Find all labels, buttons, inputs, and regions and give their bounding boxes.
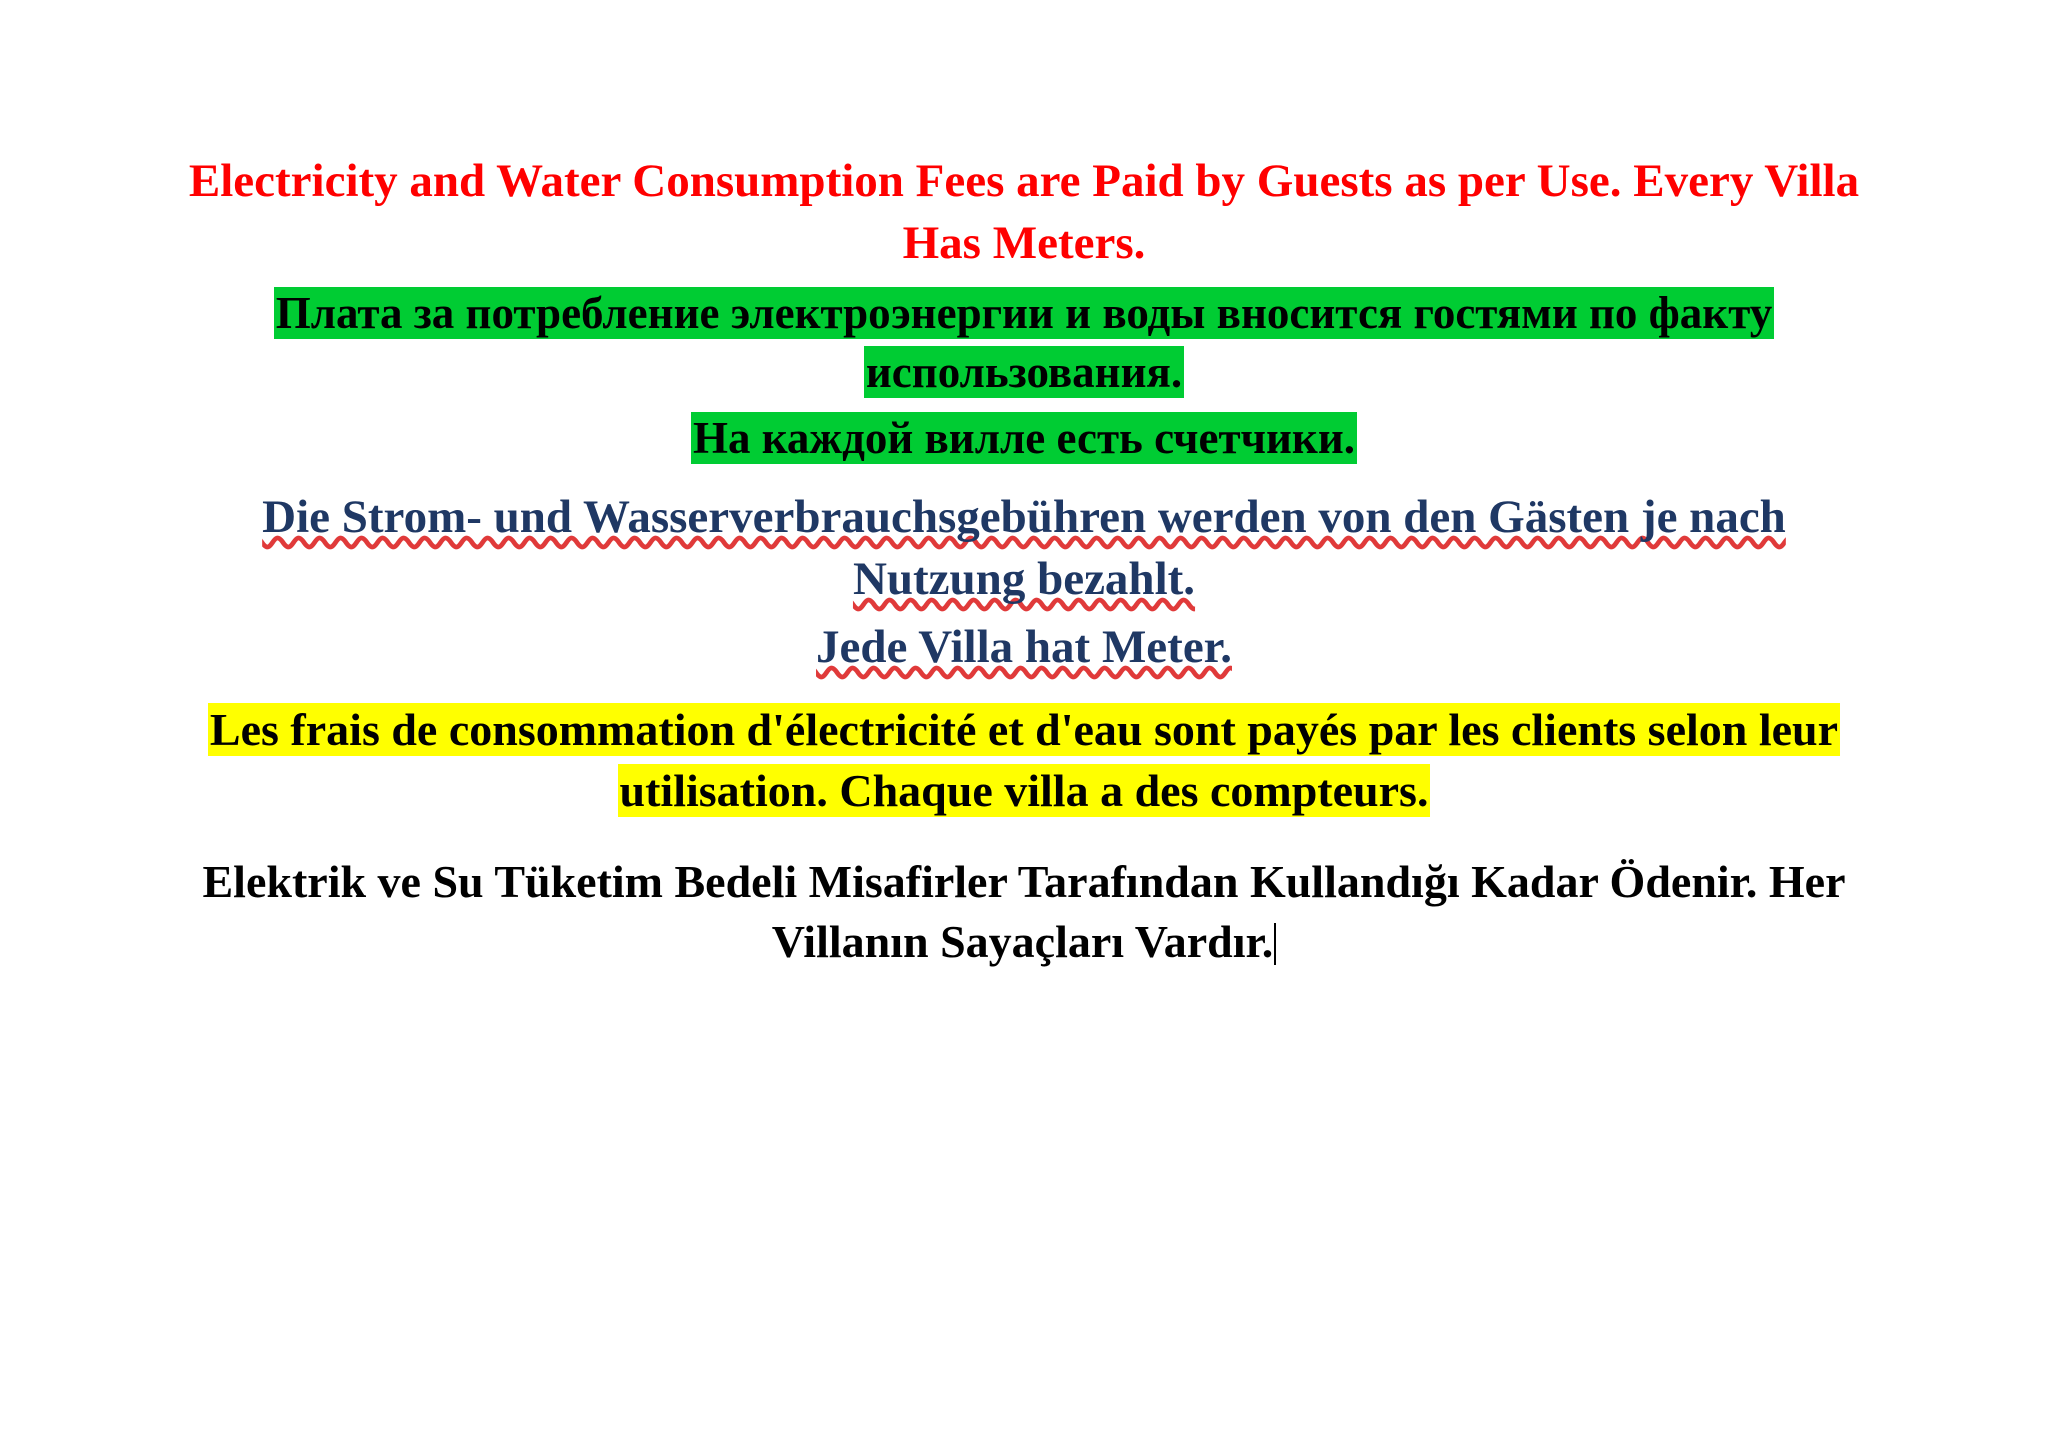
paragraph-german-line-1: Die Strom- und Wasserverbrauchsgebühren werden von den Gästen je nach Nutzung bezahlt. [262, 491, 1786, 606]
paragraph-russian-line-2 [185, 409, 1863, 468]
highlighted-text-green: На каждой вилле есть счетчики. [692, 412, 1356, 463]
paragraph-turkish-text: Elektrik ve Su Tüketim Bedeli Misafirler Tarafından Kullandığı Kadar Ödenir. Her Villanın Sayaçları Vardır. [202, 855, 1846, 968]
text-cursor [1274, 923, 1276, 965]
paragraph-english: Electricity and Water Consumption Fees are Paid by Guests as per Use. Every Villa Has Meters. [188, 155, 1860, 270]
paragraph-german-line-2: Jede Villa hat Meter. [816, 621, 1232, 674]
highlighted-text-green: Плата за потребление электроэнергии и воды вносится гостями по факту использования. [275, 288, 1773, 398]
paragraph-russian-line-1 [185, 284, 1863, 403]
highlighted-text-yellow: Les frais de consommation d'électricité et d'eau sont payés par les clients selon leur utilisation. Chaque villa a des compteurs. [209, 704, 1839, 817]
paragraph-french [185, 700, 1863, 821]
paragraph-turkish [185, 852, 1863, 973]
